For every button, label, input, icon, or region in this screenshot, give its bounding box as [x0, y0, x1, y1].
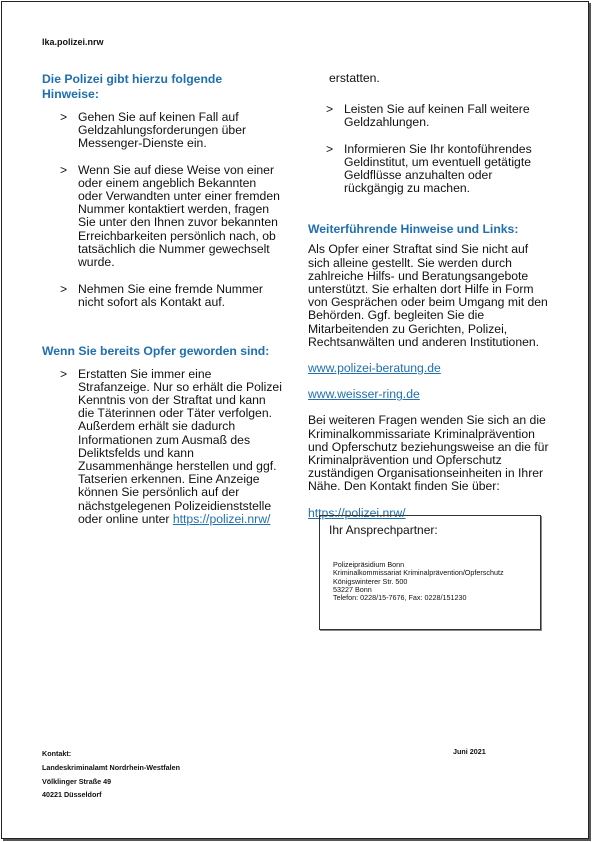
contact-box-title: Ihr Ansprechpartner:	[329, 523, 438, 537]
link-polizei-nrw[interactable]: https://polizei.nrw/	[172, 511, 271, 526]
link-weisser-ring[interactable]: www.weisser-ring.de	[308, 387, 420, 402]
bullet-item	[42, 111, 282, 151]
bullet-text: Nehmen Sie eine fremde Nummer nicht sofort als Kontakt auf.	[78, 282, 263, 310]
bullet-marker: >	[326, 102, 334, 117]
bullet-marker: >	[60, 110, 68, 124]
bullet-item	[42, 164, 282, 270]
section-heading-opfer: Wenn Sie bereits Opfer geworden sind:	[42, 343, 270, 358]
bullet-text: Leisten Sie auf keinen Fall weitere Geldzahlungen.	[344, 102, 530, 130]
site-header: lka.polizei.nrw	[42, 37, 104, 47]
section-heading-links: Weiterführende Hinweise und Links:	[308, 222, 519, 237]
bullet-item	[308, 143, 553, 196]
link-polizei-beratung[interactable]: www.polizei-beratung.de	[308, 361, 441, 376]
link-row	[308, 362, 553, 375]
bullet-marker: >	[60, 366, 68, 381]
bullet-text: Informieren Sie Ihr kontoführendes Geldinstitut, um eventuell getätigte Geldflüsse anzuhalten oder rückgängig zu machen.	[344, 141, 532, 196]
left-column	[42, 72, 282, 539]
link-polizei-nrw-kontakt[interactable]: https://polizei.nrw/	[308, 505, 406, 520]
footer-contact: Kontakt: Landeskriminalamt Nordrhein-Westfalen Völklinger Straße 49 40221 Düsseldorf	[42, 749, 181, 800]
section-heading-hinweise: Die Polizei gibt hierzu folgende Hinweise:	[42, 72, 223, 101]
bullet-marker: >	[326, 141, 334, 156]
bullet-text: Erstatten Sie immer eine Strafanzeige. Nur so erhält die Polizei Kenntnis von der Straftat und kann die Täterinnen oder Täter verfolgen. Außerdem erhält sie dadurch Informationen zum Ausmaß des Deliktsfelds und kann Zusammenhänge herstellen und ggf. Tatserien erkennen. Eine Anzeige können Sie persönlich auf der nächstgelegenen Polizeidienststelle oder online unter https://polizei.nrw/	[78, 366, 282, 526]
bullet-text: Wenn Sie auf diese Weise von einer oder einem angeblich Bekannten oder Verwandten unter einer fremden Nummer kontaktiert werden, fragen Sie unter den Ihnen zuvor bekannten Erreichbarkeiten persönlich nach, ob tatsächlich die Nummer gewechselt wurde.	[78, 162, 280, 270]
footer-date: Juni 2021	[453, 747, 486, 756]
bullet-marker: >	[60, 162, 68, 177]
contact-box-address: Polizeipräsidium Bonn Kriminalkommissariat Kriminalprävention/Opferschutz Königswinterer Str. 500 53227 Bonn Telefon: 0228/15-7676, Fax: 0228/151230	[333, 560, 504, 603]
bullet-text: Gehen Sie auf keinen Fall auf Geldzahlungsforderungen über Messenger-Dienste ein.	[78, 110, 247, 151]
link-row	[308, 388, 553, 401]
paragraph-opfer-hilfe: Als Opfer einer Straftat sind Sie nicht auf sich alleine gestellt. Sie werden durch zahlreiche Hilfs- und Beratungsangebote unterstützt. Sie erhalten dort Hilfe in Form von Gesprächen oder beim Umgang mit den Behörden. Ggf. begleiten Sie die Mitarbeitenden zu Gerichten, Polizei, Rechtsanwälten und anderen Institutionen.	[308, 242, 548, 349]
bullet-item	[42, 283, 282, 309]
right-column	[308, 72, 553, 520]
bullet-item	[42, 368, 282, 526]
bullet-item	[308, 103, 553, 129]
bullet-marker: >	[60, 282, 68, 297]
contact-box	[319, 515, 541, 630]
paragraph-weitere-fragen: Bei weiteren Fragen wenden Sie sich an die Kriminalkommissariate Kriminalprävention und Opferschutz beziehungsweise an die für Kriminalprävention und Opferschutz zuständigen Organisationseinheiten in Ihrer Nähe. Den Kontakt finden Sie über:	[308, 413, 549, 494]
continuation-text: erstatten.	[329, 71, 380, 85]
